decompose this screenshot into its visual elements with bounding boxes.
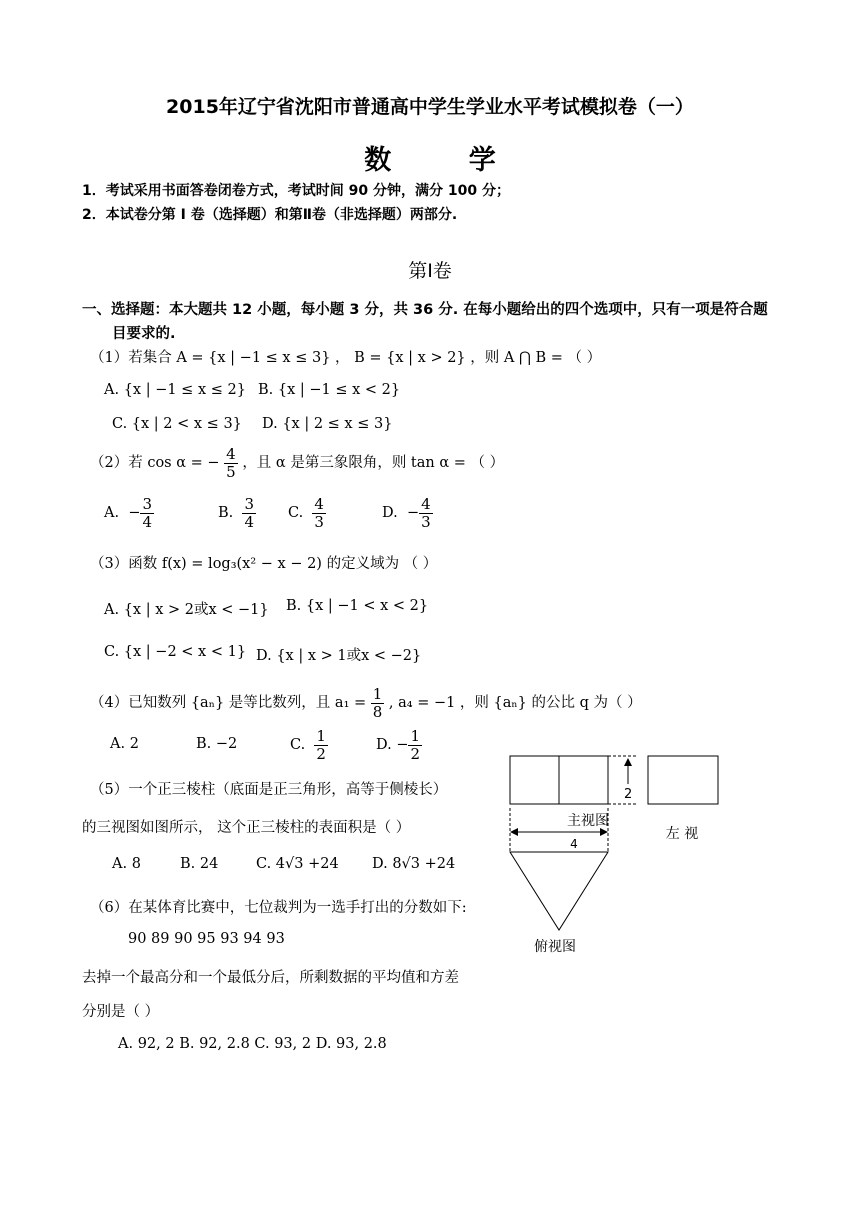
question-3-option-b: B. {x | −1 < x < 2} (286, 598, 429, 614)
top-view-triangle (510, 852, 608, 930)
fraction: $\frac{4}{5}$ (226, 445, 236, 481)
question-5-option-c: C. 4√3 +24 (256, 856, 339, 872)
width-arrowhead-right (600, 828, 608, 836)
width-arrowhead-left (510, 828, 518, 836)
question-1-option-d: D. {x | 2 ≤ x ≤ 3} (262, 416, 393, 432)
three-view-diagram (500, 748, 730, 963)
top-view-label: 俯视图 (534, 939, 576, 955)
fraction: $\frac{1}{8}$ (372, 685, 383, 721)
question-5-option-b: B. 24 (180, 856, 219, 872)
question-3-option-a: A. {x | x > 2或x < −1} (104, 602, 269, 618)
question-2-option-c: C. $\frac{4}{3}$ (288, 495, 324, 531)
exam-note-1: 1．考试采用书面答卷闭卷方式，考试时间 90 分钟，满分 100 分； (82, 183, 510, 199)
question-5-option-d: D. 8√3 +24 (372, 856, 456, 872)
page-title: 2015年辽宁省沈阳市普通高中学生学业水平考试模拟卷（一） (166, 96, 694, 118)
section-heading: 一、选择题：本大题共 12 小题，每小题 3 分，共 36 分. 在每小题给出的四个选项中，只有一项是符合题 (82, 302, 768, 318)
question-1-option-b: B. {x | −1 ≤ x < 2} (258, 382, 401, 398)
section-heading-cont: 目要求的. (112, 326, 176, 342)
question-6-scores: 90 89 90 95 93 94 93 (128, 931, 285, 947)
question-1-stem: （1）若集合 A = {x | −1 ≤ x ≤ 3} ， B = {x | x > 2} ，则 A ⋂ B = （ ） (90, 350, 602, 366)
height-dimension-label: 2 (624, 787, 633, 802)
question-4-option-d: D. − $\frac{1}{2}$ (376, 727, 421, 763)
question-3-stem: （3）函数 f(x) = log₃(x² − x − 2) 的定义域为 （ ） (90, 556, 438, 572)
left-view-label: 左 视 (665, 826, 699, 842)
question-4-option-b: B. −2 (196, 736, 238, 752)
question-2-option-d: D. − $\frac{4}{3}$ (382, 495, 431, 531)
part-title: 第Ⅰ卷 (408, 260, 452, 282)
question-1-option-c: C. {x | 2 < x ≤ 3} (112, 416, 242, 432)
question-2-option-a: A. − $\frac{3}{4}$ (104, 495, 153, 531)
question-2-stem: （2）若 cos α = − $\frac{4}{5}$ ，且 α 是第三象限角，则 tan α = （ ） (90, 445, 505, 481)
question-4-option-c: C. $\frac{1}{2}$ (290, 727, 326, 763)
width-dimension-label: 4 (570, 837, 578, 851)
question-5-option-a: A. 8 (112, 856, 141, 872)
question-5-stem-1: （5）一个正三棱柱（底面是正三角形，高等于侧棱长） (90, 782, 448, 798)
question-2-option-b: B. $\frac{3}{4}$ (218, 495, 255, 531)
subject-heading: 数 学 (364, 145, 530, 176)
question-3-option-c: C. {x | −2 < x < 1} (104, 644, 247, 660)
height-arrowhead (624, 758, 632, 766)
front-view-label: 主视图 (567, 813, 609, 829)
question-6-stem-1: （6）在某体育比赛中，七位裁判为一选手打出的分数如下: (90, 900, 467, 916)
question-5-stem-2: 的三视图如图所示， 这个正三棱柱的表面积是（ ） (82, 820, 411, 836)
question-1-option-a: A. {x | −1 ≤ x ≤ 2} (104, 382, 246, 398)
question-4-option-a: A. 2 (110, 736, 139, 752)
question-6-stem-3: 分别是（ ） (82, 1004, 160, 1020)
left-view-outline (648, 756, 718, 804)
question-4-stem: （4）已知数列 {aₙ} 是等比数列，且 a₁ = $\frac{1}{8}$ , a₄ = −1 ，则 {aₙ} 的公比 q 为（ ） (90, 685, 642, 721)
exam-note-2: 2．本试卷分第 I 卷（选择题）和第Ⅱ卷（非选择题）两部分. (82, 207, 458, 223)
question-6-stem-2: 去掉一个最高分和一个最低分后，所剩数据的平均值和方差 (82, 970, 459, 986)
question-3-option-d: D. {x | x > 1或x < −2} (256, 648, 422, 664)
question-6-options: A. 92, 2 B. 92, 2.8 C. 93, 2 D. 93, 2.8 (118, 1036, 387, 1052)
